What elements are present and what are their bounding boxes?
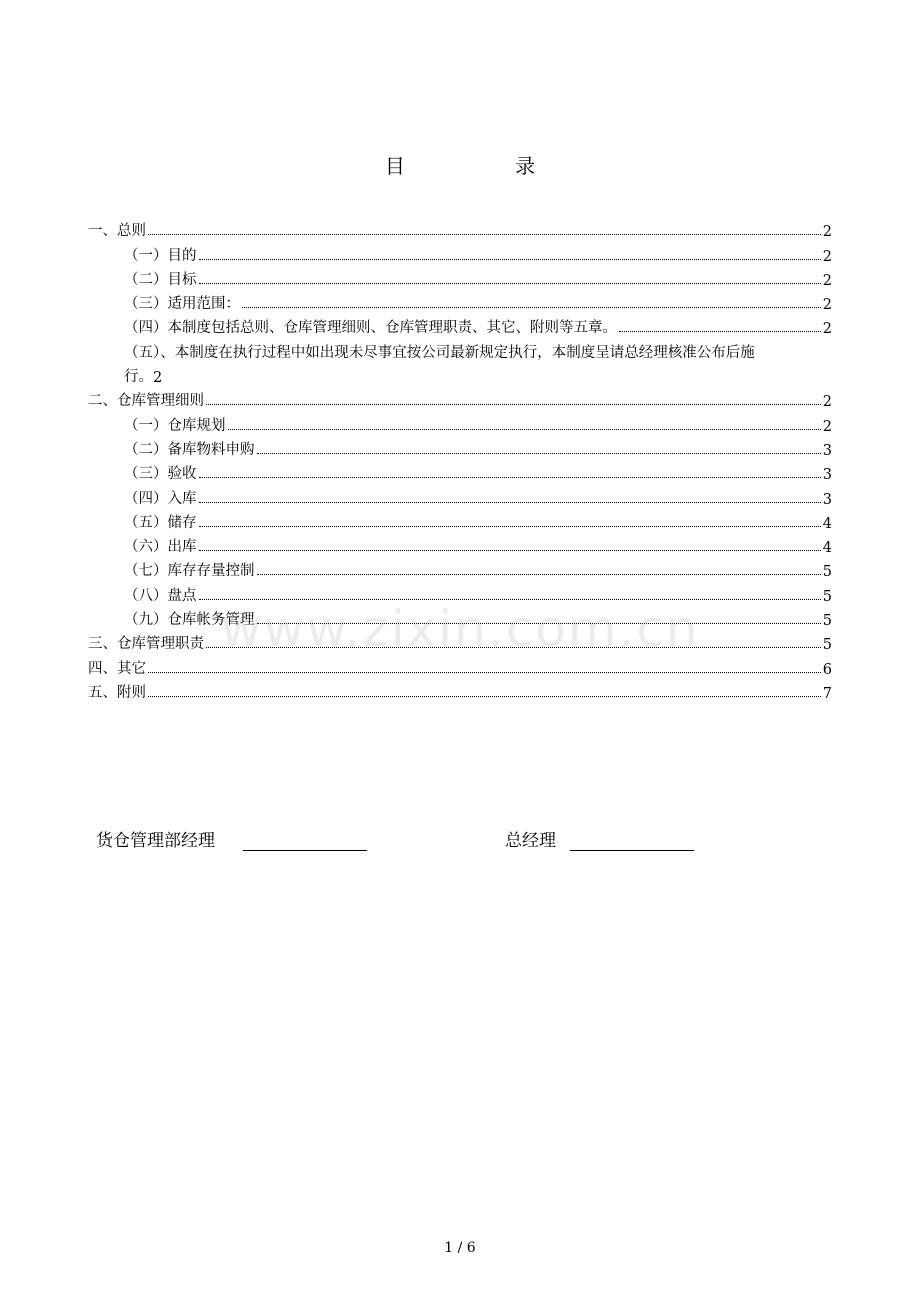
toc-entry-label: （九）仓库帐务管理 — [124, 612, 255, 629]
toc-page-number: 2 — [822, 297, 832, 314]
toc-page-number: 4 — [822, 540, 832, 557]
signature-label-warehouse-manager: 货仓管理部经理 — [96, 831, 215, 851]
toc-entry-label: （七）库存存量控制 — [124, 563, 255, 580]
toc-leader-dots — [148, 672, 821, 673]
toc-page-number: 6 — [822, 661, 832, 678]
toc-page-number: 5 — [822, 564, 832, 581]
toc-entry[interactable] — [88, 532, 832, 556]
toc-entry-label: （三）验收 — [124, 466, 197, 483]
toc-entry[interactable] — [88, 653, 832, 677]
toc-page-number: 3 — [822, 491, 832, 508]
toc-leader-dots — [199, 526, 821, 527]
toc-entry-label: （五）、本制度在执行过程中如出现未尽事宜按公司最新规定执行，本制度呈请总经理核准公布后施 — [124, 344, 755, 361]
toc-entry[interactable] — [88, 240, 832, 264]
toc-page-number: 3 — [822, 467, 832, 484]
toc-entry[interactable] — [88, 313, 832, 337]
toc-leader-dots — [206, 647, 821, 648]
toc-entry-label: （三）适用范围： — [124, 296, 240, 313]
toc-leader-dots — [199, 283, 821, 284]
toc-entry-label: （四）入库 — [124, 490, 197, 507]
toc-entry-label: 四、其它 — [88, 660, 146, 677]
toc-entry-label: （二）目标 — [124, 271, 197, 288]
toc-entry[interactable] — [88, 605, 832, 629]
toc-entry-label: 二、仓库管理细则 — [88, 393, 204, 410]
toc-entry[interactable] — [88, 216, 832, 240]
toc-page-number: 2 — [822, 321, 832, 338]
toc-entry-label: （八）盘点 — [124, 587, 197, 604]
toc-entry-label: （六）出库 — [124, 539, 197, 556]
toc-leader-dots — [199, 259, 821, 260]
toc-entry[interactable] — [88, 289, 832, 313]
toc-page-number: 2 — [822, 394, 832, 411]
toc-page-number: 4 — [822, 515, 832, 532]
toc-entry-label-continuation: 行。 — [124, 369, 153, 386]
toc-entry[interactable] — [88, 556, 832, 580]
signature-line-warehouse-manager — [243, 828, 367, 851]
toc-entry[interactable] — [88, 459, 832, 483]
toc-leader-dots — [199, 477, 821, 478]
toc-entry-label: 一、总则 — [88, 223, 146, 240]
signature-label-general-manager: 总经理 — [505, 831, 556, 851]
toc-entry-label: （一）目的 — [124, 247, 197, 264]
toc-entry[interactable] — [88, 435, 832, 459]
toc-leader-dots — [242, 307, 821, 308]
toc-entry-label: 三、仓库管理职责 — [88, 636, 204, 653]
toc-leader-dots — [199, 599, 821, 600]
toc-entry[interactable] — [88, 265, 832, 289]
toc-page-number: 2 — [822, 224, 832, 241]
page-indicator: 1 / 6 — [444, 1240, 476, 1256]
toc-leader-dots — [257, 623, 821, 624]
toc-page-number: 5 — [822, 588, 832, 605]
toc-entry-label: （二）备库物料申购 — [124, 441, 255, 458]
toc-leader-dots — [199, 502, 821, 503]
toc-leader-dots — [228, 429, 821, 430]
toc-entry-label: 五、附则 — [88, 684, 146, 701]
toc-entry[interactable] — [88, 386, 832, 410]
toc-leader-dots — [199, 550, 821, 551]
signature-block-manager — [96, 826, 367, 851]
toc-page-number: 3 — [822, 442, 832, 459]
toc-leader-dots — [148, 696, 821, 697]
toc-entry[interactable] — [88, 508, 832, 532]
signature-line-general-manager — [570, 828, 694, 851]
toc-entry[interactable] — [88, 483, 832, 507]
toc-entry-label: （五）储存 — [124, 514, 197, 531]
table-of-contents — [88, 216, 832, 702]
toc-entry[interactable] — [88, 337, 832, 386]
toc-leader-dots — [257, 453, 821, 454]
toc-leader-dots — [257, 574, 821, 575]
toc-page-number: 2 — [153, 370, 163, 387]
toc-leader-dots — [206, 404, 821, 405]
toc-page-number: 2 — [822, 418, 832, 435]
toc-entry[interactable] — [88, 629, 832, 653]
toc-page-number: 7 — [822, 685, 832, 702]
toc-page-number: 2 — [822, 272, 832, 289]
toc-leader-dots — [619, 331, 821, 332]
toc-title: 目 录 — [384, 154, 588, 178]
toc-page-number: 2 — [822, 248, 832, 265]
toc-entry-label: （四）本制度包括总则、仓库管理细则、仓库管理职责、其它、附则等五章。 — [124, 320, 617, 337]
toc-entry[interactable] — [88, 580, 832, 604]
watermark: www.zixin.com.cn — [220, 600, 700, 658]
signature-block-general-manager — [505, 826, 694, 851]
toc-entry[interactable] — [88, 410, 832, 434]
toc-entry-label: （一）仓库规划 — [124, 417, 226, 434]
toc-entry[interactable] — [88, 678, 832, 702]
toc-page-number: 5 — [822, 637, 832, 654]
toc-leader-dots — [148, 234, 821, 235]
toc-page-number: 5 — [822, 613, 832, 630]
